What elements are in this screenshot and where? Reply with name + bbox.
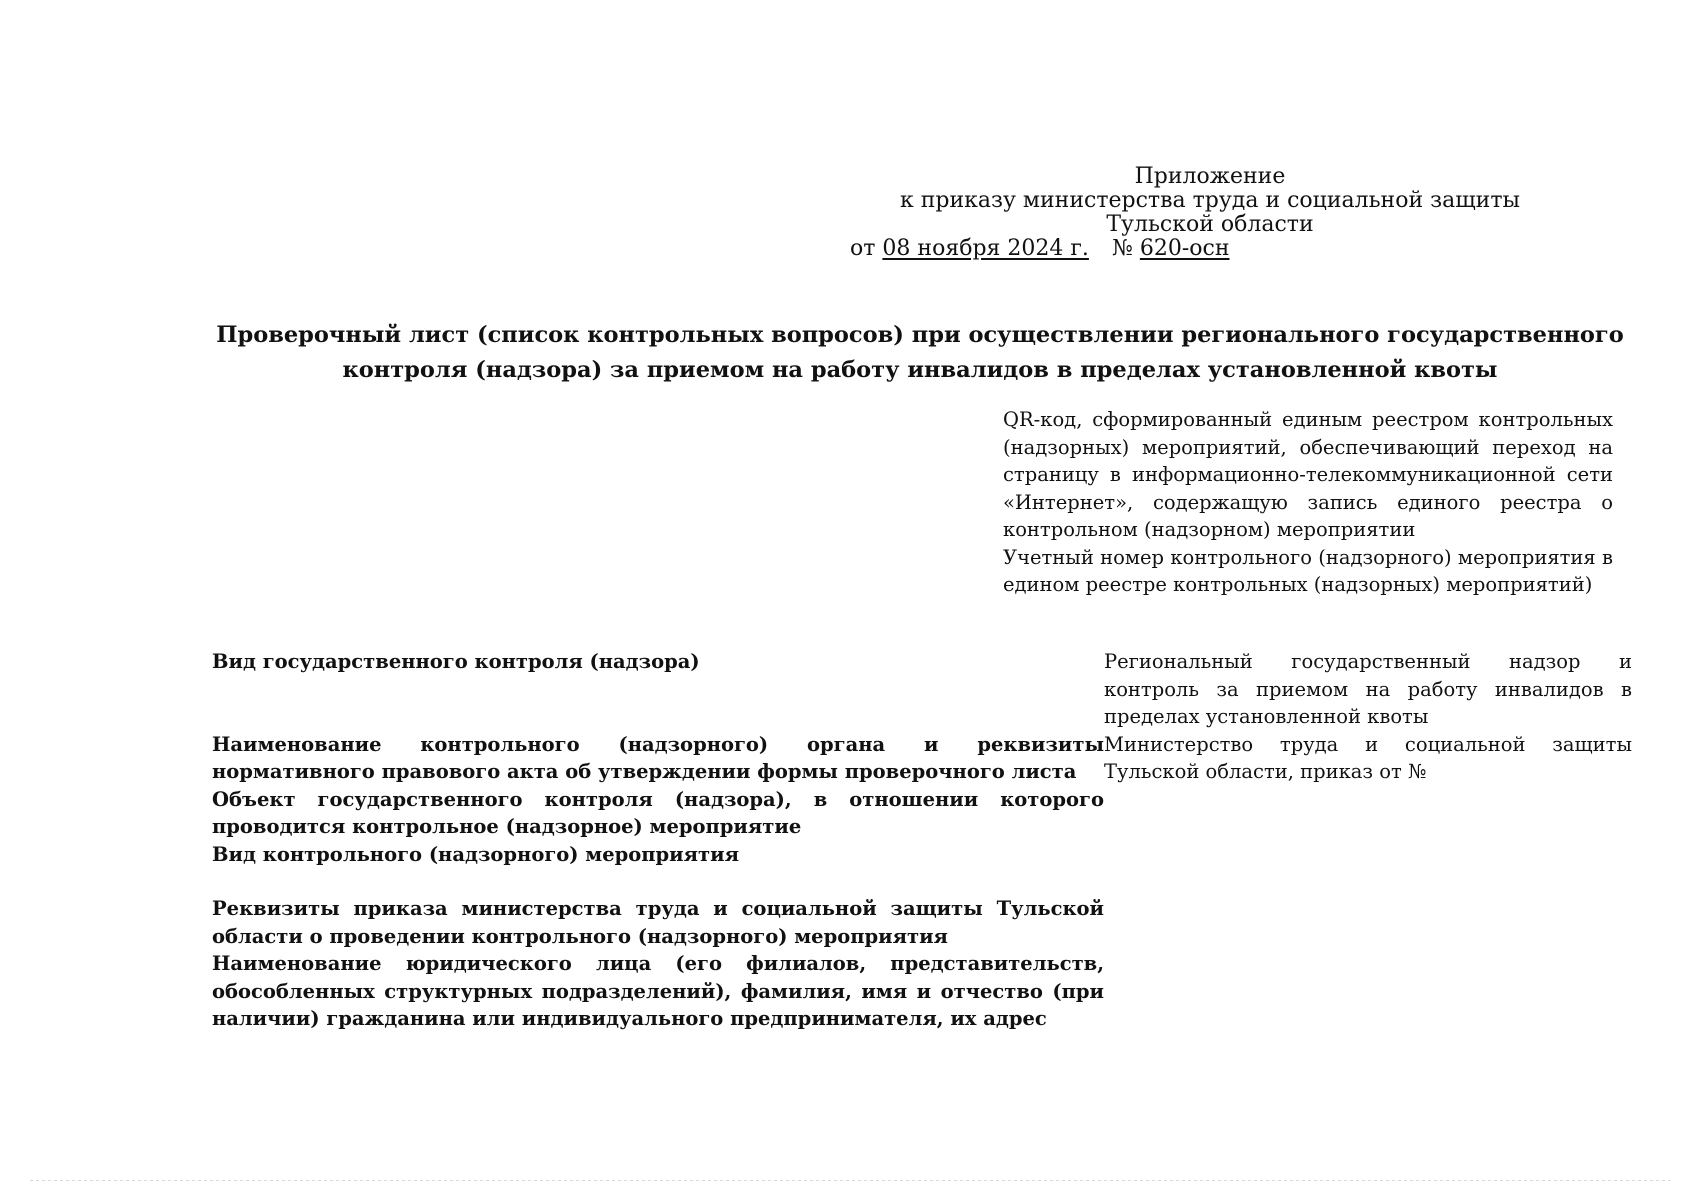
scan-edge-divider — [30, 1180, 1670, 1181]
qr-block — [1003, 406, 1613, 599]
control-type-label: Вид государственного контроля (надзора) — [212, 650, 700, 673]
form-row — [212, 895, 1632, 950]
authority-label: Наименование контрольного (надзорного) органа и реквизиты нормативного правового акта об утверждении формы проверочного листа — [212, 732, 1104, 783]
number-prefix: № — [1112, 236, 1133, 261]
form-row — [212, 786, 1632, 841]
appendix-date — [850, 237, 1089, 261]
date-prefix: от — [850, 236, 876, 261]
qr-code-caption: QR-код, сформированный единым реестром контрольных (надзорных) мероприятий, обеспечивающий переход на страницу в информационно-телекоммуникационной сети «Интернет», содержащую запись единого реестра о контрольном (надзорном) мероприятии — [1003, 408, 1613, 541]
event-type-value — [1104, 841, 1632, 869]
title-line-2: контроля (надзора) за приемом на работу инвалидов в пределах установленной квоты — [342, 357, 1498, 383]
entity-name-value — [1104, 950, 1632, 1033]
appendix-order-ref: к приказу министерства труда и социальной защиты — [899, 188, 1521, 213]
spacer — [212, 868, 1632, 895]
form-row — [212, 731, 1632, 786]
date-value: 08 ноября 2024 г. — [882, 236, 1089, 261]
registry-number-caption: Учетный номер контрольного (надзорного) мероприятия в едином реестре контрольных (надзорных) мероприятий) — [1003, 545, 1613, 596]
appendix-region: Тульской области — [1106, 212, 1314, 237]
event-type-label: Вид контрольного (надзорного) мероприятия — [212, 842, 740, 866]
appendix-number — [1112, 237, 1229, 261]
entity-name-label: Наименование юридического лица (его филиалов, представительств, обособленных структурных подразделений), фамилия, имя и отчество (при наличии) гражданина или индивидуального предпринимателя, их адрес — [212, 952, 1104, 1030]
control-type-value: Региональный государственный надзор и контроль за приемом на работу инвалидов в пределах установленной квоты — [1104, 650, 1632, 728]
number-value: 620-осн — [1139, 236, 1230, 261]
order-details-label: Реквизиты приказа министерства труда и социальной защиты Тульской области о проведении контрольного (надзорного) мероприятия — [212, 897, 1104, 948]
form-row — [212, 950, 1632, 1033]
form-row — [212, 841, 1632, 869]
form-fields — [212, 648, 1632, 1033]
title-line-1: Проверочный лист (список контрольных вопросов) при осуществлении регионального государственного — [216, 322, 1624, 348]
control-object-label: Объект государственного контроля (надзора), в отношении которого проводится контрольное (надзорное) мероприятие — [212, 787, 1104, 838]
appendix-header — [840, 164, 1580, 261]
form-row — [212, 648, 1632, 731]
authority-value: Министерство труда и социальной защиты Тульской области, приказ от № — [1104, 732, 1632, 783]
document-title — [200, 318, 1640, 388]
appendix-title: Приложение — [1134, 164, 1286, 189]
order-details-value — [1104, 895, 1632, 950]
control-object-value — [1104, 786, 1632, 841]
